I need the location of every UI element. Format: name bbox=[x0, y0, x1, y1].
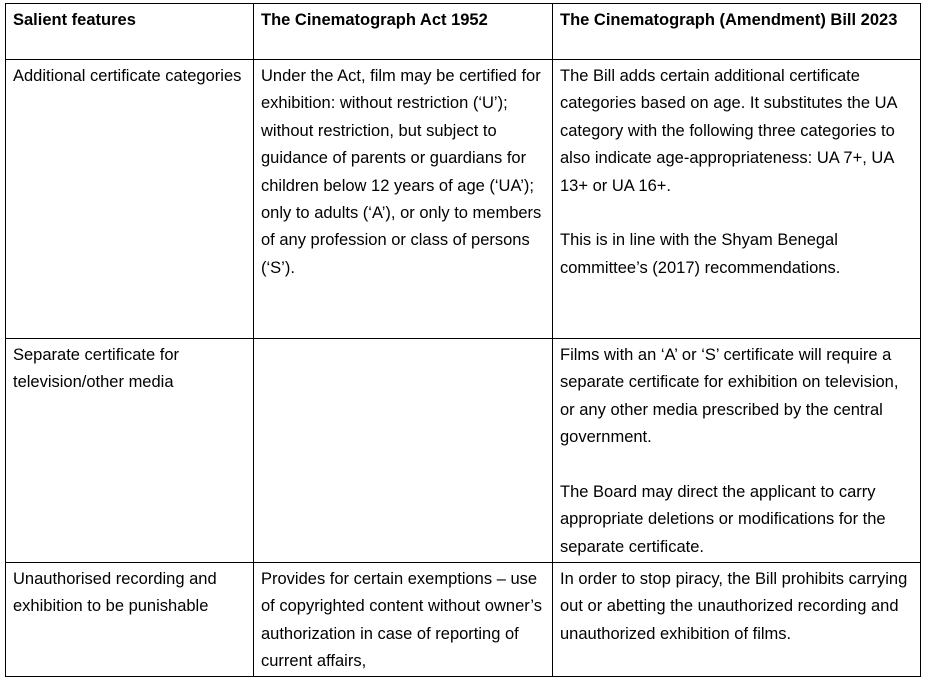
bill-2023-paragraph: In order to stop piracy, the Bill prohibits carrying out or abetting the unauthorized recording and unauthorized exhibition of films. bbox=[560, 570, 908, 643]
bill-2023-paragraph: This is in line with the Shyam Benegal committee’s (2017) recommendations. bbox=[560, 231, 841, 277]
comparison-table bbox=[5, 3, 921, 677]
feature-text: Unauthorised recording and exhibition to be punishable bbox=[13, 570, 217, 616]
header-row bbox=[6, 4, 921, 60]
table-row bbox=[6, 563, 921, 677]
act-1952-cell bbox=[254, 60, 553, 339]
feature-text: Additional certificate categories bbox=[13, 67, 242, 85]
act-1952-text: Under the Act, film may be certified for exhibition: without restriction (‘U’); without restriction, but subject to guidance of parents or guardians for children below 12 years of age (‘UA’); only to adults (‘A’), or only to members of any profession or class of persons (‘S’). bbox=[261, 67, 542, 277]
feature-text: Separate certificate for television/other media bbox=[13, 346, 179, 392]
bill-2023-cell bbox=[553, 563, 921, 677]
act-1952-text: Provides for certain exemptions – use of copyrighted content without owner’s authorization in case of reporting of current affairs, bbox=[261, 570, 542, 671]
header-salient-features: Salient features bbox=[6, 4, 254, 60]
header-bill-2023: The Cinematograph (Amendment) Bill 2023 bbox=[553, 4, 921, 60]
feature-cell bbox=[6, 563, 254, 677]
act-1952-cell bbox=[254, 563, 553, 677]
table-row bbox=[6, 60, 921, 339]
bill-2023-cell bbox=[553, 339, 921, 563]
bill-2023-paragraph: Films with an ‘A’ or ‘S’ certificate will require a separate certificate for exhibition on television, or any other media prescribed by the central government. bbox=[560, 346, 899, 447]
bill-2023-paragraph: The Bill adds certain additional certificate categories based on age. It substitutes the UA category with the following three categories to also indicate age-appropriateness: UA 7+, UA 13+ or UA 16+. bbox=[560, 67, 897, 195]
act-1952-cell bbox=[254, 339, 553, 563]
bill-2023-cell bbox=[553, 60, 921, 339]
bill-2023-paragraph: The Board may direct the applicant to carry appropriate deletions or modifications for the separate certificate. bbox=[560, 483, 886, 556]
feature-cell bbox=[6, 339, 254, 563]
header-act-1952: The Cinematograph Act 1952 bbox=[254, 4, 553, 60]
table-row bbox=[6, 339, 921, 563]
feature-cell bbox=[6, 60, 254, 339]
